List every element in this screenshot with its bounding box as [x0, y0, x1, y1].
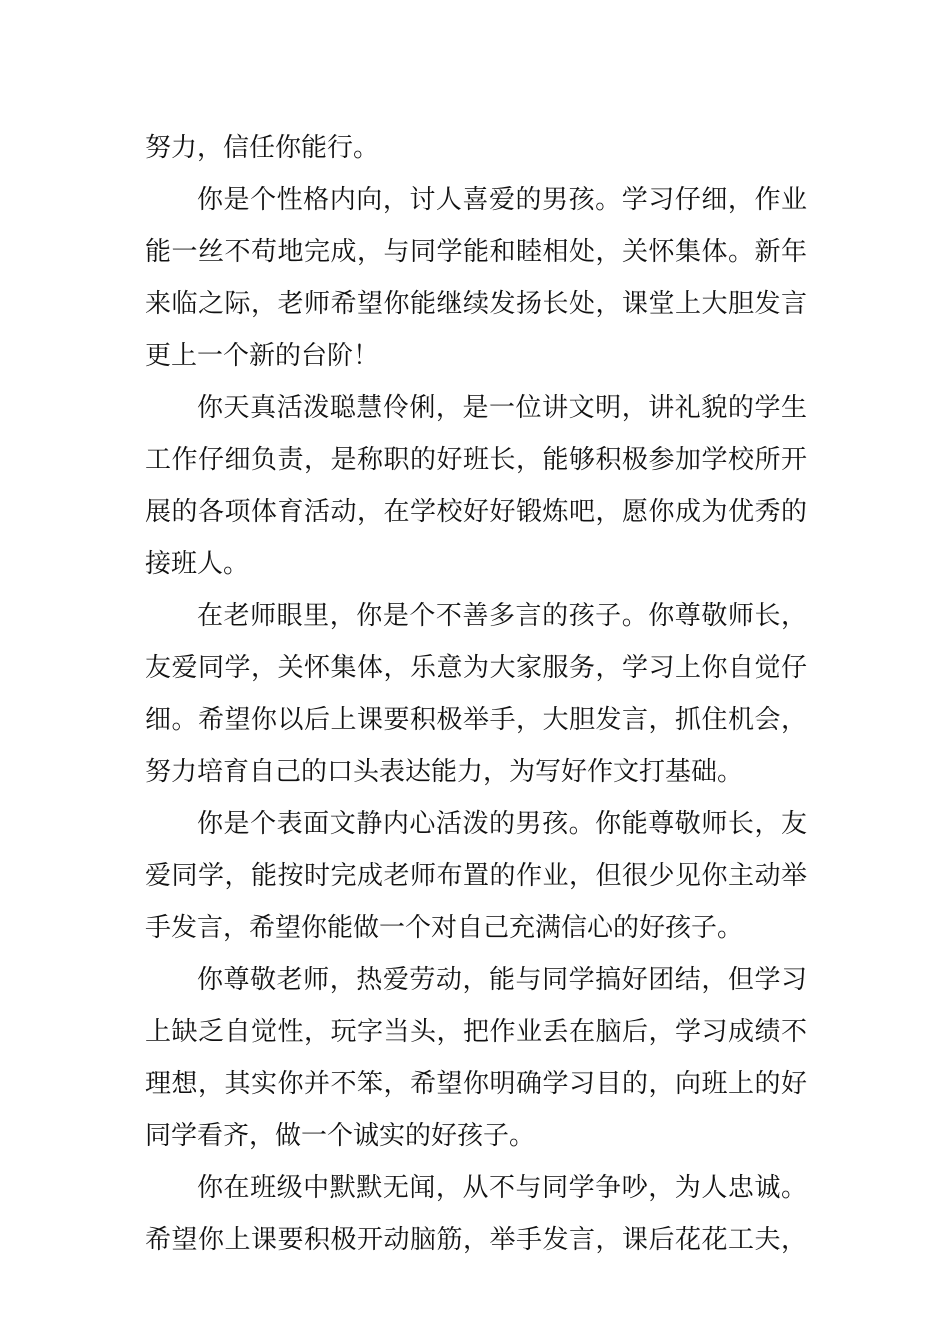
- text-line-12: 细。希望你以后上课要积极举手，大胆发言，抓住机会，: [145, 705, 807, 735]
- text-line-7: 工作仔细负责，是称职的好班长，能够积极参加学校所开: [145, 445, 807, 475]
- text-line-19: 理想，其实你并不笨，希望你明确学习目的，向班上的好: [145, 1069, 807, 1099]
- text-line-16: 手发言，希望你能做一个对自己充满信心的好孩子。: [145, 913, 744, 943]
- text-line-20: 同学看齐，做一个诚实的好孩子。: [145, 1121, 536, 1151]
- text-line-1: 努力，信任你能行。: [145, 133, 380, 163]
- text-line-22: 希望你上课要积极开动脑筋，举手发言，课后花花工夫，: [145, 1225, 807, 1255]
- text-line-5: 更上一个新的台阶！: [145, 341, 380, 371]
- text-line-21: 你在班级中默默无闻，从不与同学争吵，为人忠诚。: [197, 1173, 807, 1203]
- text-line-13: 努力培育自己的口头表达能力，为写好作文打基础。: [145, 757, 744, 787]
- text-line-3: 能一丝不苟地完成，与同学能和睦相处，关怀集体。新年: [145, 237, 807, 267]
- text-line-18: 上缺乏自觉性，玩字当头，把作业丢在脑后，学习成绩不: [145, 1017, 807, 1047]
- text-line-8: 展的各项体育活动，在学校好好锻炼吧，愿你成为优秀的: [145, 497, 807, 527]
- text-line-15: 爱同学，能按时完成老师布置的作业，但很少见你主动举: [145, 861, 807, 891]
- text-line-14: 你是个表面文静内心活泼的男孩。你能尊敬师长，友: [197, 809, 807, 839]
- document-body: [145, 122, 807, 1266]
- text-line-17: 你尊敬老师，热爱劳动，能与同学搞好团结，但学习: [197, 965, 807, 995]
- text-line-6: 你天真活泼聪慧伶俐，是一位讲文明，讲礼貌的学生: [197, 393, 807, 423]
- text-line-10: 在老师眼里，你是个不善多言的孩子。你尊敬师长，: [197, 601, 807, 631]
- text-line-2: 你是个性格内向，讨人喜爱的男孩。学习仔细，作业: [197, 185, 807, 215]
- text-line-4: 来临之际，老师希望你能继续发扬长处，课堂上大胆发言: [145, 289, 807, 319]
- text-line-9: 接班人。: [145, 549, 250, 579]
- text-line-11: 友爱同学，关怀集体，乐意为大家服务，学习上你自觉仔: [145, 653, 807, 683]
